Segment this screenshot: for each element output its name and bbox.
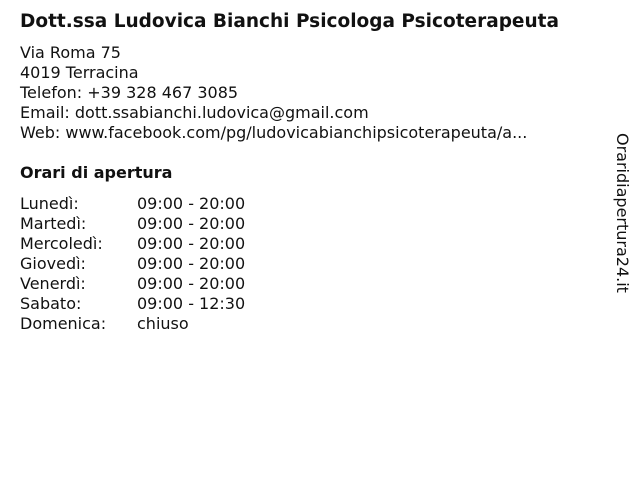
hours-row	[20, 314, 320, 334]
day-label: Sabato:	[20, 294, 82, 313]
day-label: Mercoledì:	[20, 234, 103, 253]
business-name: Dott.ssa Ludovica Bianchi Psicologa Psicoterapeuta	[20, 11, 559, 32]
contact-info	[20, 43, 527, 143]
time-value: 09:00 - 20:00	[137, 194, 246, 213]
time-value: chiuso	[137, 314, 189, 333]
hours-row	[20, 274, 320, 294]
email-line: Email: dott.ssabianchi.ludovica@gmail.com	[20, 103, 369, 122]
opening-hours-heading: Orari di apertura	[20, 163, 173, 182]
address-street: Via Roma 75	[20, 43, 121, 62]
day-label: Martedì:	[20, 214, 87, 233]
hours-row	[20, 294, 320, 314]
time-value: 09:00 - 20:00	[137, 254, 246, 273]
day-label: Giovedì:	[20, 254, 86, 273]
time-value: 09:00 - 20:00	[137, 234, 246, 253]
web-line: Web: www.facebook.com/pg/ludovicabianchipsicoterapeuta/a...	[20, 123, 528, 142]
day-label: Venerdì:	[20, 274, 86, 293]
address-city: 4019 Terracina	[20, 63, 139, 82]
brand-watermark: Oraridiapertura24.it	[613, 133, 632, 293]
time-value: 09:00 - 12:30	[137, 294, 246, 313]
opening-hours-list	[20, 194, 320, 334]
day-label: Domenica:	[20, 314, 107, 333]
hours-row	[20, 234, 320, 254]
day-label: Lunedì:	[20, 194, 79, 213]
time-value: 09:00 - 20:00	[137, 274, 246, 293]
time-value: 09:00 - 20:00	[137, 214, 246, 233]
hours-row	[20, 254, 320, 274]
hours-row	[20, 214, 320, 234]
hours-row	[20, 194, 320, 214]
phone-line: Telefon: +39 328 467 3085	[20, 83, 239, 102]
